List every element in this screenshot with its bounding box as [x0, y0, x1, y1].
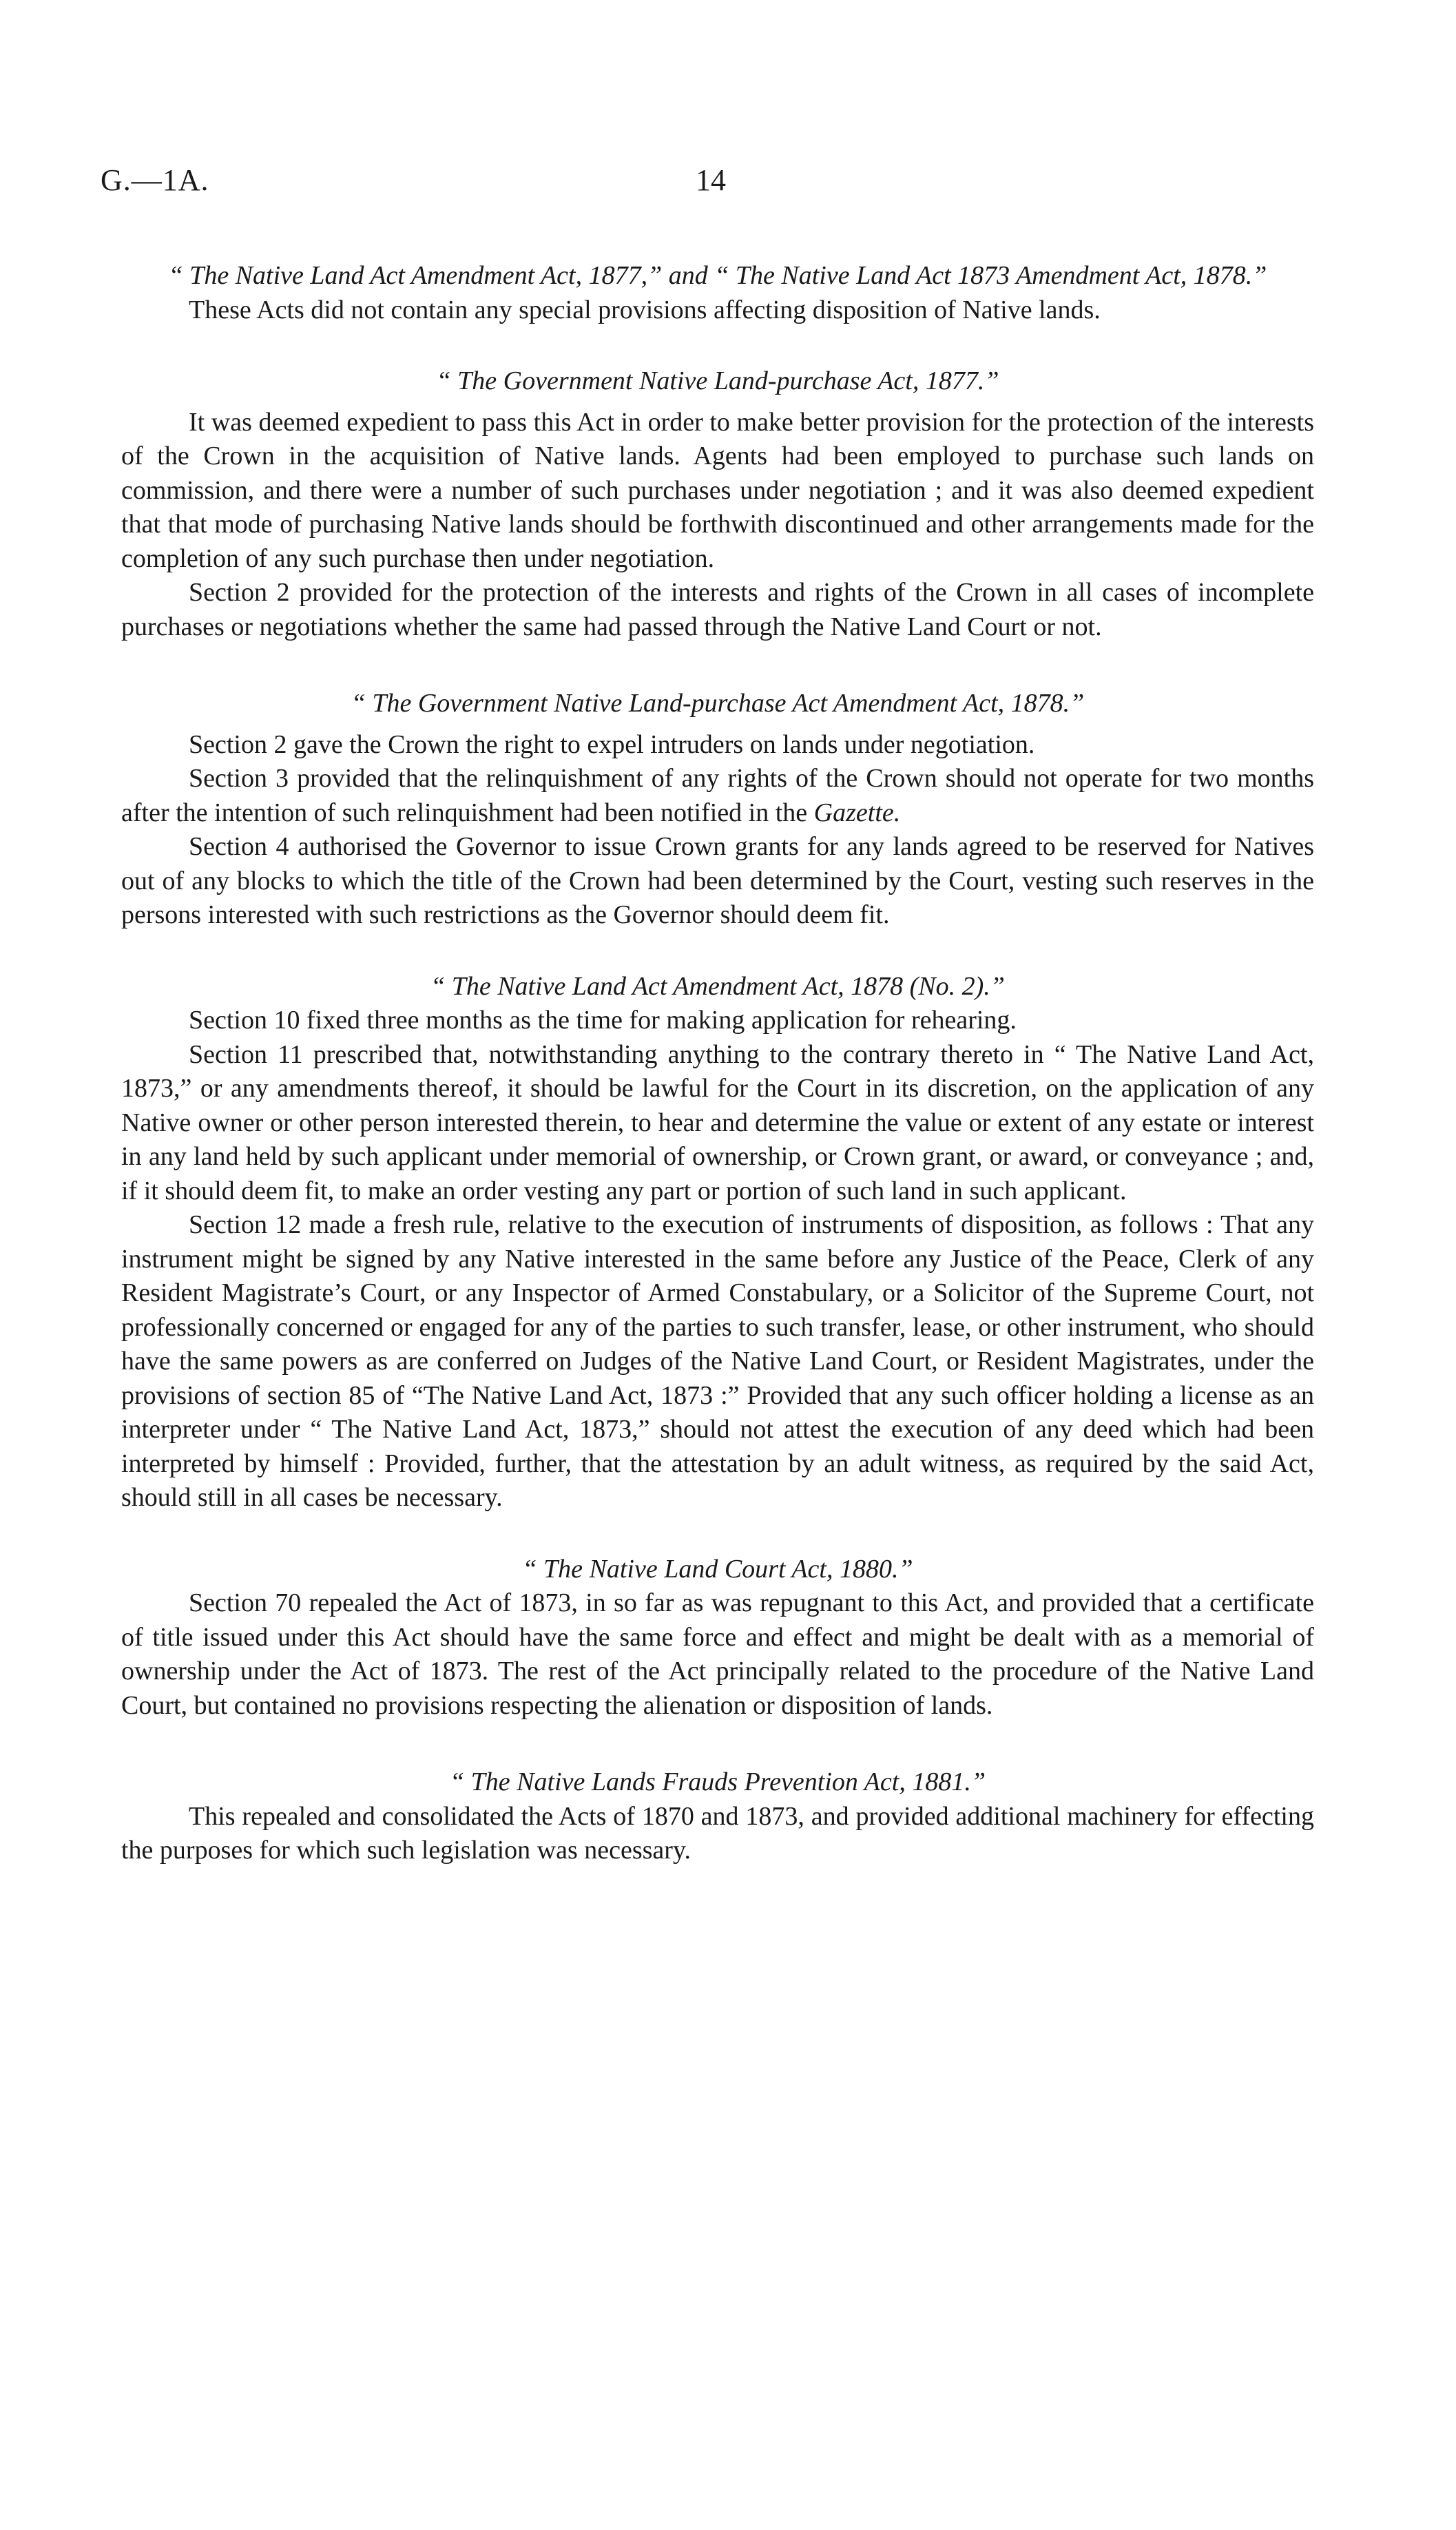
- paragraph: Section 70 repealed the Act of 1873, in so far as was repugnant to this Act, and provided that a certificate of title issued under this Act should have the same force and effect and might be dealt with as a memorial of ownership under the Act of 1873. The rest of the Act principally related to the procedure of the Native Land Court, but contained no provisions respecting the alienation or disposition of lands.: [121, 1588, 1314, 1720]
- section-heading: “ The Government Native Land-purchase Act Amendment Act, 1878.”: [351, 689, 1085, 718]
- document-reference: G.—1A.: [101, 163, 209, 197]
- section-heading: “ The Native Land Act Amendment Act, 1878 (No. 2).”: [430, 971, 1005, 1001]
- paragraph: Section 11 prescribed that, notwithstanding anything to the contrary thereto in “ The Native Land Act, 1873,” or any amendments thereof, it should be lawful for the Court in its discretion, on the application of any Native owner or other person interested therein, to hear and determine the value or extent of any estate or interest in any land held by such applicant under memorial of ownership, or Crown grant, or award, or conveyance ; and, if it should deem fit, to make an order vesting any part or portion of such land in such applicant.: [121, 1039, 1314, 1205]
- paragraph: Section 2 gave the Crown the right to expel intruders on lands under negotiation.: [189, 729, 1035, 759]
- section-heading: “ The Native Land Court Act, 1880.”: [522, 1554, 913, 1584]
- paragraph-text: Section 3 provided that the relinquishment of any rights of the Crown should not operate for two months after the intention of such relinquishment had been notified in the: [121, 764, 1314, 827]
- paragraph: These Acts did not contain any special provisions affecting disposition of Native lands.: [189, 295, 1101, 324]
- paragraph: This repealed and consolidated the Acts of 1870 and 1873, and provided additional machinery for effecting the purposes for which such legislation was necessary.: [121, 1801, 1314, 1865]
- paragraph: Section 4 authorised the Governor to issue Crown grants for any lands agreed to be reserved for Natives out of any blocks to which the title of the Crown had been determined by the Court, vesting such reserves in the persons interested with such restrictions as the Governor should deem fit.: [121, 832, 1314, 929]
- section-heading: “ The Government Native Land-purchase Act, 1877.”: [436, 366, 999, 395]
- page-number: 14: [696, 163, 726, 197]
- section-heading: “ The Native Lands Frauds Prevention Act, 1881.”: [450, 1767, 986, 1796]
- page-header: [0, 163, 1456, 204]
- document-body: [121, 259, 1314, 1868]
- paragraph: Section 2 provided for the protection of the interests and rights of the Crown in all cases of incomplete purchases or negotiations whether the same had passed through the Native Land Court or not.: [121, 578, 1314, 641]
- section-heading: “ The Native Land Act Amendment Act, 1877,” and “ The Native Land Act 1873 Amendment Act, 1878.”: [168, 261, 1267, 290]
- paragraph: It was deemed expedient to pass this Act in order to make better provision for the protection of the interests of the Crown in the acquisition of Native lands. Agents had been employed to purchase such lands on commission, and there were a number of such purchases under negotiation ; and it was also deemed expedient that that mode of purchasing Native lands should be forthwith discontinued and other arrangements made for the completion of any such purchase then under negotiation.: [121, 407, 1314, 573]
- paragraph: [121, 762, 1314, 830]
- paragraph: Section 10 fixed three months as the time for making application for rehearing.: [189, 1006, 1017, 1035]
- gazette-word: Gazette.: [813, 798, 901, 827]
- paragraph: Section 12 made a fresh rule, relative to the execution of instruments of disposition, as follows : That any instrument might be signed by any Native interested in the same before any Justice of the Peace, Clerk of any Resident Magistrate’s Court, or any Inspector of Armed Constabulary, or a Solicitor of the Supreme Court, not professionally concerned or engaged for any of the parties to such transfer, lease, or other instrument, who should have the same powers as are conferred on Judges of the Native Land Court, or Resident Magistrates, under the provisions of section 85 of “The Native Land Act, 1873 :” Provided that any such officer holding a license as an interpreter under “ The Native Land Act, 1873,” should not attest the execution of any deed which had been interpreted by himself : Provided, further, that the attestation by an adult witness, as required by the said Act, should still in all cases be necessary.: [121, 1210, 1314, 1512]
